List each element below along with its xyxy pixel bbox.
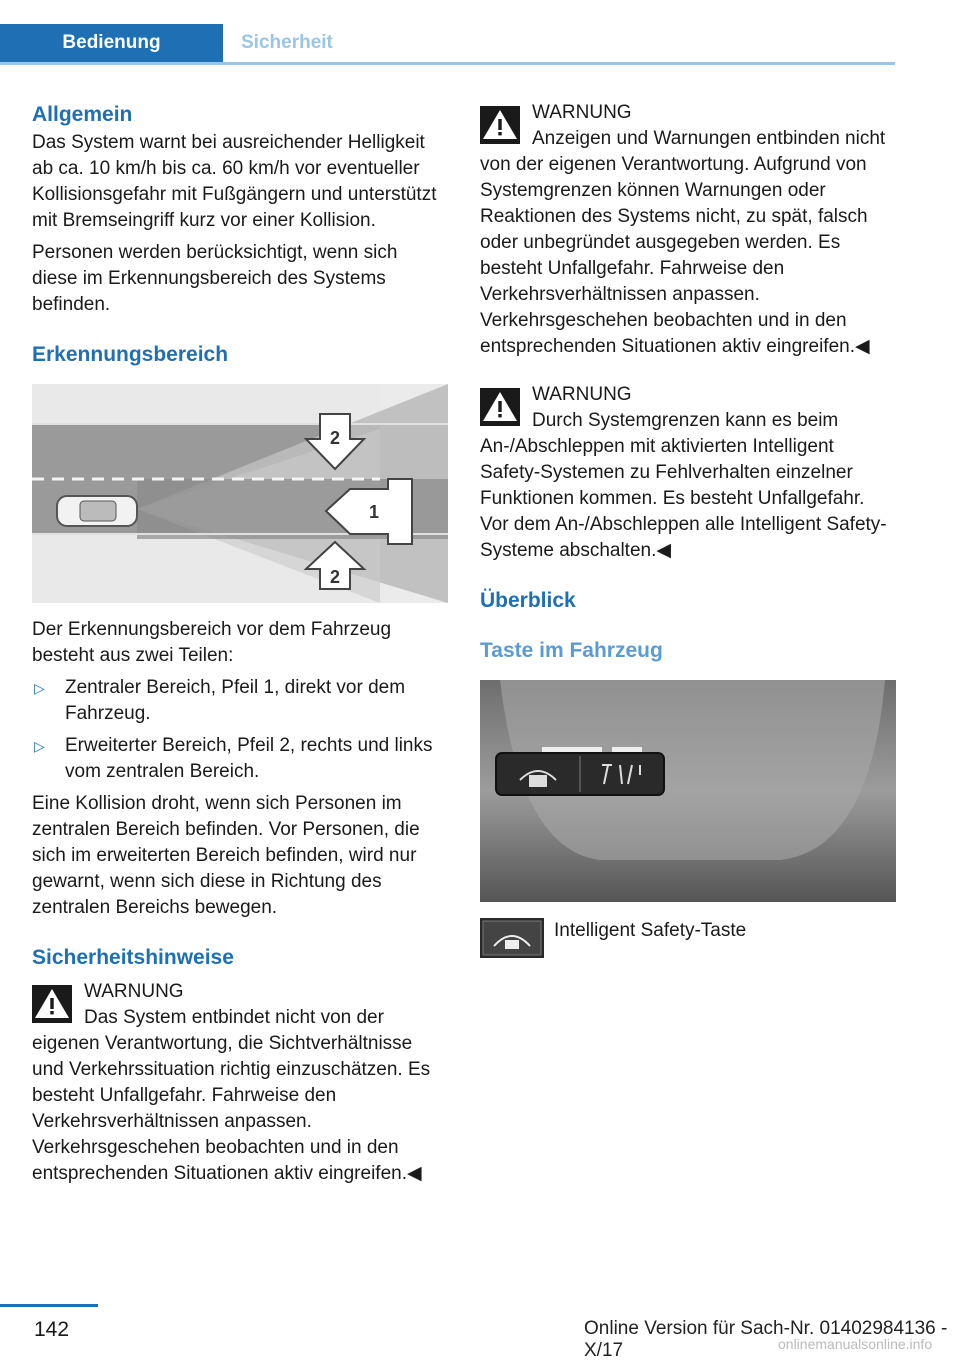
list-item-text: Zentraler Bereich, Pfeil 1, direkt vor dem Fahrzeug. xyxy=(65,677,406,724)
footer-online-version: Online Version für Sach-Nr. 01402984136 - X/17 xyxy=(584,1318,948,1361)
list-item-text: Erweiterter Bereich, Pfeil 2, rechts und links vom zentralen Bereich. xyxy=(65,735,433,782)
right-column xyxy=(480,100,896,958)
detection-area-diagram xyxy=(32,384,448,603)
heading-sicherheitshinweise: Sicherheitshinweise xyxy=(32,946,234,969)
heading-allgemein: Allgemein xyxy=(32,103,133,126)
paragraph-allgemein-2: Personen werden berücksichtigt, wenn sich diese im Erkennungsbereich des Systems befinden. xyxy=(32,242,398,315)
warning-block-1 xyxy=(32,979,448,1187)
bullet-triangle-icon: ▷ xyxy=(34,738,45,754)
arrow-label-1: 1 xyxy=(368,502,380,522)
list-item xyxy=(32,675,448,727)
button-legend xyxy=(480,918,896,958)
arrow-label-2-bottom: 2 xyxy=(329,567,341,587)
tab-bedienung[interactable]: Bedienung xyxy=(0,24,223,62)
heading-ueberblick: Überblick xyxy=(480,589,576,612)
warning-triangle-icon xyxy=(32,985,72,1023)
warning-block-3 xyxy=(480,382,896,564)
tab-sicherheit[interactable]: Sicherheit xyxy=(241,32,333,53)
bullet-list xyxy=(32,675,448,785)
warning-title: WARNUNG xyxy=(532,384,632,405)
warning-title: WARNUNG xyxy=(84,981,184,1002)
paragraph-allgemein-1: Das System warnt bei ausreichender Helligkeit ab ca. 10 km/h bis ca. 60 km/h vor eventueller Kollisionsgefahr mit Fußgängern und unterstützt mit Bremseingriff kurz vor einer Kollision. xyxy=(32,132,437,231)
vehicle-button-photo xyxy=(480,680,896,902)
intelligent-safety-button-icon xyxy=(480,918,544,958)
paragraph-erkennung-1: Der Erkennungsbereich vor dem Fahrzeug besteht aus zwei Teilen: xyxy=(32,619,392,666)
warning-triangle-icon xyxy=(480,106,520,144)
heading-erkennungsbereich: Erkennungsbereich xyxy=(32,343,229,366)
bullet-triangle-icon: ▷ xyxy=(34,680,45,696)
warning-block-2 xyxy=(480,100,896,360)
car-icon xyxy=(57,496,137,526)
heading-taste-im-fahrzeug: Taste im Fahrzeug xyxy=(480,639,663,662)
warning-text: Das System entbindet nicht von der eigenen Verantwortung, die Sichtverhältnisse und Verkehrssituation richtig einzuschätzen. Es besteht Unfallgefahr. Fahrweise den Verkehrsverhältnissen anpassen. Verkehrsgeschehen beobachten und in den entsprechenden Situationen aktiv eingreifen.◀ xyxy=(32,1007,431,1184)
paragraph-erkennung-2: Eine Kollision droht, wenn sich Personen im zentralen Bereich befinden. Vor Personen, die sich im erweiterten Bereich befinden, wird nur gewarnt, wenn sich diese in Richtung des zentralen Bereichs bewegen. xyxy=(32,793,420,918)
left-column xyxy=(32,100,448,1209)
watermark: onlinemanualsonline.info xyxy=(778,1336,933,1352)
page-number: 142 xyxy=(34,1318,70,1341)
list-item xyxy=(32,733,448,785)
warning-text: Anzeigen und Warnungen entbinden nicht von der eigenen Verantwortung. Aufgrund von Systemgrenzen können Warnungen oder Reaktionen des Systems nicht, zu spät, falsch oder unbegründet ausgegeben werden. Es besteht Unfallgefahr. Fahrweise den Verkehrsverhältnissen anpassen. Verkehrsgeschehen beobachten und in den entsprechenden Situationen aktiv eingreifen.◀ xyxy=(480,128,886,357)
footer-line xyxy=(0,1304,98,1307)
warning-triangle-icon xyxy=(480,388,520,426)
arrow-label-2-top: 2 xyxy=(329,428,341,448)
warning-text: Durch Systemgrenzen kann es beim An-/Abschleppen mit aktivierten Intelligent Safety-Systemen zu Fehlverhalten einzelner Funktionen kommen. Es besteht Unfallgefahr. Vor dem An-/Abschleppen alle Intelligent Safety-Systeme abschalten.◀ xyxy=(480,410,887,561)
button-label: Intelligent Safety-Taste xyxy=(554,920,747,941)
warning-title: WARNUNG xyxy=(532,102,632,123)
